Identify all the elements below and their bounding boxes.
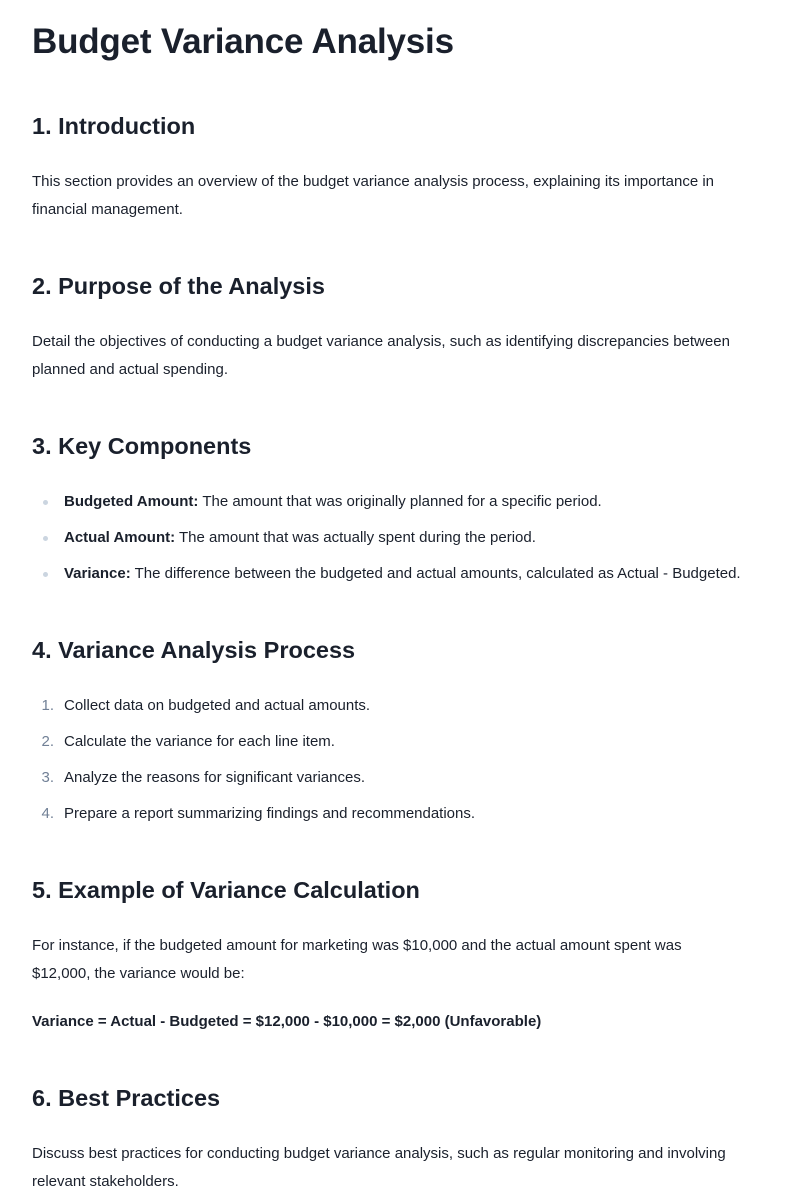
- section-heading-example: 5. Example of Variance Calculation: [32, 877, 420, 903]
- step-number: 2.: [41, 733, 54, 750]
- component-description: The amount that was actually spent during the period.: [175, 529, 536, 546]
- section-text-introduction: This section provides an overview of the budget variance analysis process, explaining its importance in financial management.: [32, 173, 715, 218]
- page-title: Budget Variance Analysis: [32, 22, 454, 61]
- list-item: [32, 760, 792, 796]
- process-steps-list: [32, 688, 792, 832]
- list-item: [32, 484, 792, 520]
- list-item: [32, 688, 792, 724]
- section-heading-process: 4. Variance Analysis Process: [32, 637, 356, 663]
- section-text-example: For instance, if the budgeted amount for marketing was $10,000 and the actual amount spent was $12,000, the variance would be:: [32, 937, 682, 982]
- section-heading-best-practices: 6. Best Practices: [32, 1085, 221, 1111]
- list-item: [32, 724, 792, 760]
- component-term: Actual Amount:: [64, 529, 176, 546]
- component-term: Budgeted Amount:: [64, 493, 199, 510]
- step-text: Analyze the reasons for significant variances.: [64, 769, 365, 786]
- component-description: The amount that was originally planned for a specific period.: [198, 493, 602, 510]
- variance-formula: Variance = Actual - Budgeted = $12,000 - $10,000 = $2,000 (Unfavorable): [32, 1013, 542, 1030]
- section-text-best-practices: Discuss best practices for conducting budget variance analysis, such as regular monitoring and involving relevant stakeholders.: [32, 1145, 726, 1190]
- list-item: [32, 796, 792, 832]
- bullet-icon: [43, 536, 48, 541]
- step-text: Calculate the variance for each line item.: [64, 733, 335, 750]
- step-number: 4.: [41, 805, 54, 822]
- bullet-icon: [43, 500, 48, 505]
- component-term: Variance:: [64, 565, 131, 582]
- step-text: Collect data on budgeted and actual amounts.: [64, 697, 371, 714]
- list-item: [32, 556, 792, 592]
- section-heading-introduction: 1. Introduction: [32, 113, 196, 139]
- section-text-purpose: Detail the objectives of conducting a budget variance analysis, such as identifying discrepancies between planned and actual spending.: [32, 333, 730, 378]
- step-text: Prepare a report summarizing findings and recommendations.: [64, 805, 476, 822]
- bullet-icon: [43, 572, 48, 577]
- key-components-list: [32, 484, 792, 592]
- section-heading-key-components: 3. Key Components: [32, 433, 252, 459]
- step-number: 1.: [41, 697, 54, 714]
- list-item: [32, 520, 792, 556]
- component-description: The difference between the budgeted and actual amounts, calculated as Actual - Budgeted.: [130, 565, 741, 582]
- step-number: 3.: [41, 769, 54, 786]
- section-heading-purpose: 2. Purpose of the Analysis: [32, 273, 325, 299]
